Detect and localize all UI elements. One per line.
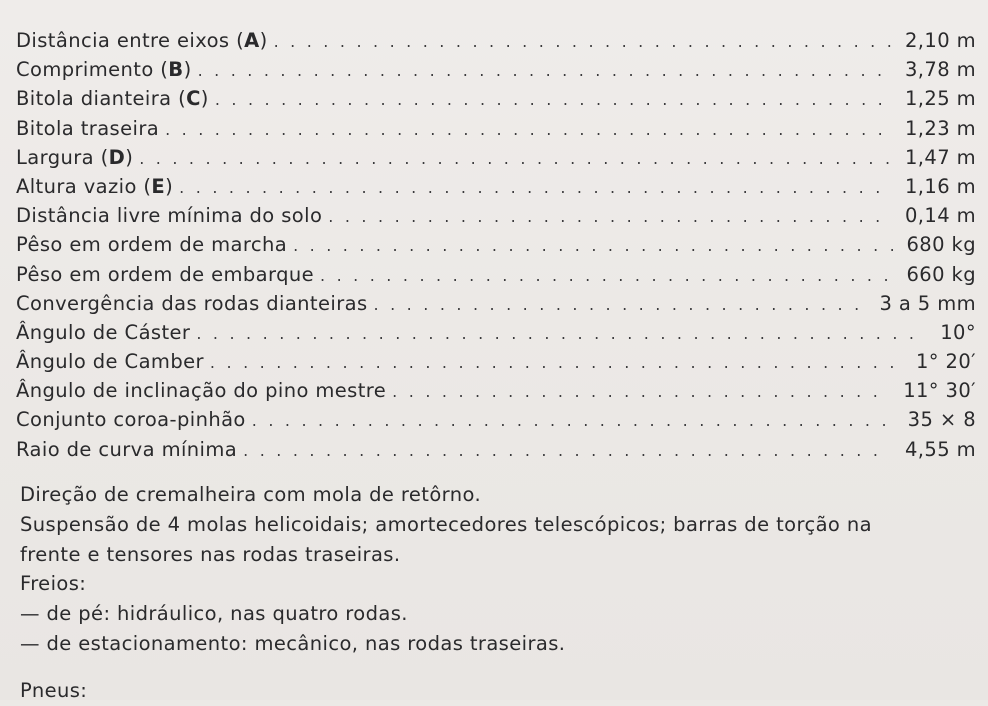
spec-row — [16, 87, 976, 116]
leader-dots — [198, 61, 891, 80]
steering-text: Direção de cremalheira com mola de retôrno. — [20, 483, 482, 506]
brakes-parking: — de estacionamento: mecânico, nas rodas traseiras. — [20, 632, 566, 655]
spec-value: 1,23 m — [904, 116, 976, 140]
suspension-line-1: Suspensão de 4 molas helicoidais; amortecedores telescópicos; barras de torção na — [20, 513, 872, 536]
spec-list — [16, 29, 976, 467]
spec-value: 10° — [940, 320, 976, 344]
leader-dots — [328, 207, 891, 226]
spec-label: Largura (D) — [16, 145, 134, 169]
spec-label: Ângulo de Camber — [16, 350, 204, 374]
spec-row — [16, 350, 976, 379]
spec-label: Convergência das rodas dianteiras — [16, 291, 368, 315]
leader-dots — [274, 32, 891, 51]
leader-dots — [179, 178, 891, 197]
spec-row — [16, 117, 976, 146]
spec-row — [16, 233, 976, 262]
spec-row — [16, 29, 976, 58]
spec-row — [16, 292, 976, 321]
spec-value: 3 a 5 mm — [879, 291, 976, 315]
spec-value: 1,47 m — [904, 145, 976, 169]
spec-label: Raio de curva mínima — [16, 437, 238, 461]
spec-value: 1,25 m — [904, 87, 976, 111]
steering-paragraph — [20, 480, 980, 510]
spec-label: Bitola dianteira (C) — [16, 87, 209, 111]
spec-value: 660 kg — [906, 262, 976, 286]
suspension-line-2: frente e tensores nas rodas traseiras. — [20, 543, 401, 566]
spec-label: Ângulo de Cáster — [16, 320, 191, 344]
spec-label: Pêso em ordem de embarque — [16, 262, 315, 286]
brakes-title: Freios: — [20, 572, 87, 595]
spec-row — [16, 175, 976, 204]
spec-label: Distância entre eixos (A) — [16, 29, 268, 52]
spec-label: Altura vazio (E) — [16, 174, 174, 198]
spec-row — [16, 146, 976, 175]
leader-dots — [139, 149, 891, 168]
spec-row — [16, 408, 976, 437]
spec-value: 3,78 m — [904, 58, 976, 82]
spec-value: 1,16 m — [904, 174, 976, 198]
tires-title: Pneus: — [20, 679, 88, 702]
spec-value: 11° 30′ — [903, 379, 976, 403]
leader-dots — [392, 382, 889, 401]
leader-dots — [320, 266, 892, 285]
brakes-section — [20, 569, 980, 659]
spec-value: 4,55 m — [904, 437, 976, 461]
spec-row — [16, 204, 976, 233]
spec-label: Ângulo de inclinação do pino mestre — [16, 379, 387, 403]
leader-dots — [165, 120, 891, 139]
spec-value: 2,10 m — [904, 29, 976, 52]
spec-value: 1° 20′ — [916, 350, 976, 374]
tires-section — [20, 676, 980, 706]
brakes-foot: — de pé: hidráulico, nas quatro rodas. — [20, 602, 408, 625]
spec-label: Conjunto coroa-pinhão — [16, 408, 246, 432]
leader-dots — [196, 324, 926, 343]
spec-value: 0,14 m — [904, 204, 976, 228]
spec-label: Comprimento (B) — [16, 58, 192, 82]
leader-dots — [374, 295, 866, 314]
spec-label: Bitola traseira — [16, 116, 160, 140]
spec-value: 35 × 8 — [907, 408, 976, 432]
leader-dots — [293, 236, 892, 255]
leader-dots — [243, 441, 891, 460]
spec-value: 680 kg — [906, 233, 976, 257]
spec-row — [16, 321, 976, 350]
leader-dots — [215, 90, 891, 109]
suspension-paragraph — [20, 510, 980, 570]
leader-dots — [210, 353, 902, 372]
leader-dots — [252, 411, 894, 430]
spec-label: Pêso em ordem de marcha — [16, 233, 288, 257]
spec-row — [16, 438, 976, 467]
spec-label: Distância livre mínima do solo — [16, 204, 323, 228]
spec-row — [16, 379, 976, 408]
spec-row — [16, 58, 976, 87]
spec-row — [16, 263, 976, 292]
